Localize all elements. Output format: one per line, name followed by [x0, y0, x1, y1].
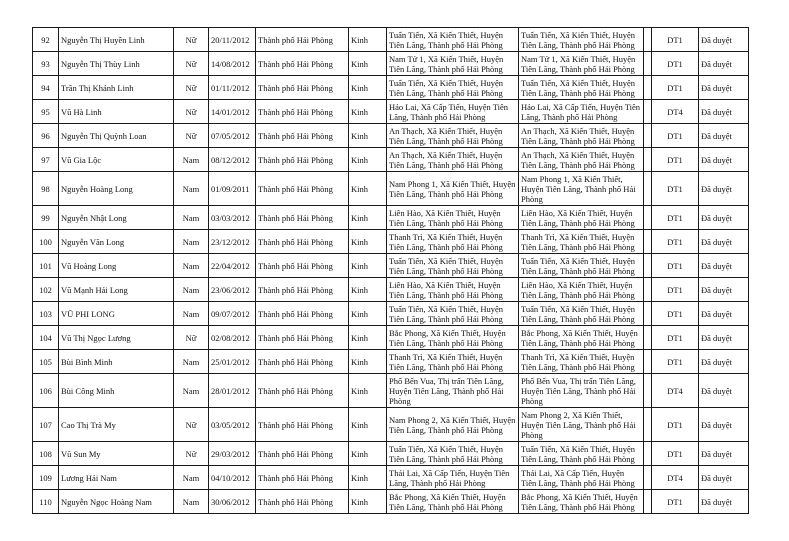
cell-priority-code: DT4 — [652, 466, 699, 490]
cell-approval-status: Đã duyệt — [699, 408, 749, 442]
cell-blank — [644, 28, 652, 52]
cell-birthplace: Thành phố Hải Phòng — [256, 278, 349, 302]
cell-blank — [644, 408, 652, 442]
cell-full-name: Nguyễn Nhật Long — [59, 206, 174, 230]
cell-gender: Nam — [174, 172, 209, 206]
cell-approval-status: Đã duyệt — [699, 374, 749, 408]
cell-address-1: Thái Lai, Xã Cấp Tiến, Huyện Tiên Lãng, Thành phố Hải Phòng — [387, 466, 519, 490]
cell-blank — [644, 254, 652, 278]
cell-birthplace: Thành phố Hải Phòng — [256, 254, 349, 278]
cell-row-number: 105 — [33, 350, 59, 374]
cell-date-of-birth: 04/10/2012 — [209, 466, 256, 490]
cell-birthplace: Thành phố Hải Phòng — [256, 302, 349, 326]
cell-priority-code: DT1 — [652, 302, 699, 326]
cell-full-name: Vũ Mạnh Hải Long — [59, 278, 174, 302]
cell-full-name: Lương Hải Nam — [59, 466, 174, 490]
table-row — [33, 76, 749, 100]
cell-full-name: Vũ Hà Linh — [59, 100, 174, 124]
cell-approval-status: Đã duyệt — [699, 442, 749, 466]
cell-date-of-birth: 14/01/2012 — [209, 100, 256, 124]
table-row — [33, 100, 749, 124]
table-row — [33, 490, 749, 514]
cell-date-of-birth: 25/01/2012 — [209, 350, 256, 374]
cell-full-name: Nguyễn Ngọc Hoàng Nam — [59, 490, 174, 514]
cell-priority-code: DT1 — [652, 172, 699, 206]
cell-row-number: 108 — [33, 442, 59, 466]
cell-priority-code: DT1 — [652, 408, 699, 442]
cell-row-number: 101 — [33, 254, 59, 278]
cell-approval-status: Đã duyệt — [699, 206, 749, 230]
cell-approval-status: Đã duyệt — [699, 278, 749, 302]
cell-gender: Nam — [174, 350, 209, 374]
cell-ethnicity: Kinh — [349, 350, 387, 374]
cell-full-name: Bùi Bình Minh — [59, 350, 174, 374]
cell-address-1: Nam Phong 2, Xã Kiến Thiết, Huyện Tiên Lãng, Thành phố Hải Phòng — [387, 408, 519, 442]
cell-blank — [644, 52, 652, 76]
cell-address-2: Nam Tử 1, Xã Kiến Thiết, Huyện Tiên Lãng, Thành phố Hải Phòng — [519, 52, 644, 76]
cell-full-name: Vũ Sun My — [59, 442, 174, 466]
table-row — [33, 302, 749, 326]
cell-ethnicity: Kinh — [349, 302, 387, 326]
cell-full-name: Vũ Hoàng Long — [59, 254, 174, 278]
cell-birthplace: Thành phố Hải Phòng — [256, 52, 349, 76]
cell-address-1: Bắc Phong, Xã Kiến Thiết, Huyện Tiên Lãng, Thành phố Hải Phòng — [387, 326, 519, 350]
cell-gender: Nam — [174, 230, 209, 254]
cell-address-1: Nam Tử 1, Xã Kiến Thiết, Huyện Tiên Lãng, Thành phố Hải Phòng — [387, 52, 519, 76]
cell-date-of-birth: 02/08/2012 — [209, 326, 256, 350]
cell-approval-status: Đã duyệt — [699, 254, 749, 278]
cell-address-2: Thái Lai, Xã Cấp Tiến, Huyện Tiên Lãng, Thành phố Hải Phòng — [519, 466, 644, 490]
cell-row-number: 96 — [33, 124, 59, 148]
cell-date-of-birth: 03/05/2012 — [209, 408, 256, 442]
cell-address-2: An Thạch, Xã Kiến Thiết, Huyện Tiên Lãng, Thành phố Hải Phòng — [519, 124, 644, 148]
cell-birthplace: Thành phố Hải Phòng — [256, 148, 349, 172]
cell-row-number: 106 — [33, 374, 59, 408]
cell-address-2: Tuấn Tiến, Xã Kiến Thiết, Huyện Tiên Lãng, Thành phố Hải Phòng — [519, 442, 644, 466]
cell-approval-status: Đã duyệt — [699, 326, 749, 350]
table-row — [33, 28, 749, 52]
cell-address-1: Liên Hào, Xã Kiến Thiết, Huyện Tiên Lãng, Thành phố Hải Phòng — [387, 206, 519, 230]
cell-address-2: Bắc Phong, Xã Kiến Thiết, Huyện Tiên Lãng, Thành phố Hải Phòng — [519, 326, 644, 350]
cell-blank — [644, 278, 652, 302]
cell-priority-code: DT1 — [652, 278, 699, 302]
cell-date-of-birth: 09/07/2012 — [209, 302, 256, 326]
cell-gender: Nữ — [174, 52, 209, 76]
cell-address-1: Hảo Lai, Xã Cấp Tiến, Huyện Tiên Lãng, Thành phố Hải Phòng — [387, 100, 519, 124]
cell-address-1: Tuấn Tiến, Xã Kiến Thiết, Huyện Tiên Lãng, Thành phố Hải Phòng — [387, 302, 519, 326]
table-row — [33, 52, 749, 76]
cell-row-number: 100 — [33, 230, 59, 254]
cell-address-1: Phố Bến Vua, Thị trấn Tiên Lãng, Huyện Tiên Lãng, Thành phố Hải Phòng — [387, 374, 519, 408]
cell-address-1: Tuấn Tiến, Xã Kiến Thiết, Huyện Tiên Lãng, Thành phố Hải Phòng — [387, 76, 519, 100]
cell-priority-code: DT1 — [652, 52, 699, 76]
cell-address-2: Tuấn Tiến, Xã Kiến Thiết, Huyện Tiên Lãng, Thành phố Hải Phòng — [519, 76, 644, 100]
cell-gender: Nam — [174, 278, 209, 302]
cell-priority-code: DT1 — [652, 206, 699, 230]
cell-address-2: Nam Phong 2, Xã Kiến Thiết, Huyện Tiên Lãng, Thành phố Hải Phòng — [519, 408, 644, 442]
cell-row-number: 102 — [33, 278, 59, 302]
cell-address-2: Thanh Trì, Xã Kiến Thiết, Huyện Tiên Lãng, Thành phố Hải Phòng — [519, 230, 644, 254]
cell-ethnicity: Kinh — [349, 408, 387, 442]
cell-ethnicity: Kinh — [349, 100, 387, 124]
cell-address-2: Hảo Lai, Xã Cấp Tiến, Huyện Tiên Lãng, Thành phố Hải Phòng — [519, 100, 644, 124]
cell-full-name: Nguyễn Thị Quỳnh Loan — [59, 124, 174, 148]
cell-birthplace: Thành phố Hải Phòng — [256, 374, 349, 408]
cell-address-2: Thanh Trì, Xã Kiến Thiết, Huyện Tiên Lãng, Thành phố Hải Phòng — [519, 350, 644, 374]
cell-blank — [644, 148, 652, 172]
cell-birthplace: Thành phố Hải Phòng — [256, 172, 349, 206]
cell-row-number: 95 — [33, 100, 59, 124]
cell-birthplace: Thành phố Hải Phòng — [256, 124, 349, 148]
cell-priority-code: DT1 — [652, 28, 699, 52]
cell-blank — [644, 302, 652, 326]
cell-address-2: Nam Phong 1, Xã Kiến Thiết, Huyện Tiên Lãng, Thành phố Hải Phòng — [519, 172, 644, 206]
cell-approval-status: Đã duyệt — [699, 100, 749, 124]
cell-row-number: 94 — [33, 76, 59, 100]
cell-full-name: Nguyễn Văn Long — [59, 230, 174, 254]
cell-blank — [644, 76, 652, 100]
cell-row-number: 104 — [33, 326, 59, 350]
cell-gender: Nam — [174, 148, 209, 172]
table-row — [33, 172, 749, 206]
table-row — [33, 254, 749, 278]
table-row — [33, 278, 749, 302]
cell-full-name: Bùi Công Minh — [59, 374, 174, 408]
cell-address-2: Phố Bến Vua, Thị trấn Tiên Lãng, Huyện Tiên Lãng, Thành phố Hải Phòng — [519, 374, 644, 408]
cell-full-name: VŨ PHI LONG — [59, 302, 174, 326]
cell-date-of-birth: 29/03/2012 — [209, 442, 256, 466]
cell-priority-code: DT1 — [652, 124, 699, 148]
cell-approval-status: Đã duyệt — [699, 490, 749, 514]
cell-address-2: Tuấn Tiến, Xã Kiến Thiết, Huyện Tiên Lãng, Thành phố Hải Phòng — [519, 302, 644, 326]
cell-ethnicity: Kinh — [349, 230, 387, 254]
cell-date-of-birth: 23/12/2012 — [209, 230, 256, 254]
cell-approval-status: Đã duyệt — [699, 172, 749, 206]
table-row — [33, 124, 749, 148]
cell-ethnicity: Kinh — [349, 52, 387, 76]
records-table — [32, 27, 749, 514]
cell-gender: Nam — [174, 374, 209, 408]
table-row — [33, 326, 749, 350]
cell-gender: Nam — [174, 302, 209, 326]
cell-priority-code: DT1 — [652, 326, 699, 350]
cell-approval-status: Đã duyệt — [699, 124, 749, 148]
cell-full-name: Nguyễn Hoàng Long — [59, 172, 174, 206]
cell-gender: Nam — [174, 466, 209, 490]
cell-address-2: An Thạch, Xã Kiến Thiết, Huyện Tiên Lãng, Thành phố Hải Phòng — [519, 148, 644, 172]
cell-date-of-birth: 03/03/2012 — [209, 206, 256, 230]
cell-priority-code: DT1 — [652, 490, 699, 514]
cell-row-number: 97 — [33, 148, 59, 172]
cell-ethnicity: Kinh — [349, 374, 387, 408]
table-row — [33, 230, 749, 254]
cell-blank — [644, 374, 652, 408]
cell-birthplace: Thành phố Hải Phòng — [256, 28, 349, 52]
cell-ethnicity: Kinh — [349, 124, 387, 148]
cell-ethnicity: Kinh — [349, 206, 387, 230]
table-row — [33, 350, 749, 374]
cell-address-2: Tuấn Tiến, Xã Kiến Thiết, Huyện Tiên Lãng, Thành phố Hải Phòng — [519, 254, 644, 278]
cell-birthplace: Thành phố Hải Phòng — [256, 466, 349, 490]
cell-blank — [644, 442, 652, 466]
cell-priority-code: DT1 — [652, 76, 699, 100]
cell-gender: Nữ — [174, 28, 209, 52]
cell-birthplace: Thành phố Hải Phòng — [256, 442, 349, 466]
cell-date-of-birth: 30/06/2012 — [209, 490, 256, 514]
cell-blank — [644, 466, 652, 490]
cell-row-number: 92 — [33, 28, 59, 52]
cell-address-1: Tuấn Tiến, Xã Kiến Thiết, Huyện Tiên Lãng, Thành phố Hải Phòng — [387, 442, 519, 466]
cell-full-name: Nguyễn Thị Huyền Linh — [59, 28, 174, 52]
cell-blank — [644, 124, 652, 148]
cell-birthplace: Thành phố Hải Phòng — [256, 350, 349, 374]
cell-full-name: Nguyễn Thị Thùy Linh — [59, 52, 174, 76]
cell-ethnicity: Kinh — [349, 490, 387, 514]
cell-approval-status: Đã duyệt — [699, 28, 749, 52]
cell-date-of-birth: 22/04/2012 — [209, 254, 256, 278]
cell-approval-status: Đã duyệt — [699, 76, 749, 100]
cell-row-number: 110 — [33, 490, 59, 514]
cell-full-name: Cao Thị Trà My — [59, 408, 174, 442]
cell-ethnicity: Kinh — [349, 28, 387, 52]
cell-ethnicity: Kinh — [349, 442, 387, 466]
cell-priority-code: DT4 — [652, 374, 699, 408]
cell-ethnicity: Kinh — [349, 76, 387, 100]
cell-date-of-birth: 14/08/2012 — [209, 52, 256, 76]
cell-approval-status: Đã duyệt — [699, 148, 749, 172]
cell-row-number: 103 — [33, 302, 59, 326]
cell-gender: Nam — [174, 254, 209, 278]
cell-address-1: Tuấn Tiến, Xã Kiến Thiết, Huyện Tiên Lãng, Thành phố Hải Phòng — [387, 28, 519, 52]
cell-address-1: An Thạch, Xã Kiến Thiết, Huyện Tiên Lãng, Thành phố Hải Phòng — [387, 124, 519, 148]
table-row — [33, 206, 749, 230]
cell-date-of-birth: 01/11/2012 — [209, 76, 256, 100]
cell-blank — [644, 350, 652, 374]
cell-address-1: Thanh Trì, Xã Kiến Thiết, Huyện Tiên Lãng, Thành phố Hải Phòng — [387, 350, 519, 374]
cell-blank — [644, 206, 652, 230]
cell-gender: Nữ — [174, 442, 209, 466]
cell-gender: Nam — [174, 206, 209, 230]
cell-approval-status: Đã duyệt — [699, 350, 749, 374]
table-row — [33, 442, 749, 466]
cell-approval-status: Đã duyệt — [699, 52, 749, 76]
cell-gender: Nữ — [174, 124, 209, 148]
cell-row-number: 98 — [33, 172, 59, 206]
cell-date-of-birth: 01/09/2011 — [209, 172, 256, 206]
cell-gender: Nữ — [174, 76, 209, 100]
cell-date-of-birth: 08/12/2012 — [209, 148, 256, 172]
cell-row-number: 93 — [33, 52, 59, 76]
cell-address-2: Tuấn Tiến, Xã Kiến Thiết, Huyện Tiên Lãng, Thành phố Hải Phòng — [519, 28, 644, 52]
cell-date-of-birth: 07/05/2012 — [209, 124, 256, 148]
table-row — [33, 148, 749, 172]
cell-birthplace: Thành phố Hải Phòng — [256, 206, 349, 230]
cell-birthplace: Thành phố Hải Phòng — [256, 490, 349, 514]
cell-full-name: Vũ Gia Lộc — [59, 148, 174, 172]
cell-row-number: 109 — [33, 466, 59, 490]
cell-birthplace: Thành phố Hải Phòng — [256, 408, 349, 442]
cell-ethnicity: Kinh — [349, 326, 387, 350]
cell-ethnicity: Kinh — [349, 254, 387, 278]
cell-full-name: Trần Thị Khánh Linh — [59, 76, 174, 100]
cell-blank — [644, 172, 652, 206]
cell-approval-status: Đã duyệt — [699, 466, 749, 490]
table-row — [33, 374, 749, 408]
cell-address-1: An Thạch, Xã Kiến Thiết, Huyện Tiên Lãng, Thành phố Hải Phòng — [387, 148, 519, 172]
cell-gender: Nữ — [174, 326, 209, 350]
cell-gender: Nữ — [174, 100, 209, 124]
cell-ethnicity: Kinh — [349, 278, 387, 302]
cell-date-of-birth: 23/06/2012 — [209, 278, 256, 302]
cell-address-1: Liên Hào, Xã Kiến Thiết, Huyện Tiên Lãng, Thành phố Hải Phòng — [387, 278, 519, 302]
cell-birthplace: Thành phố Hải Phòng — [256, 76, 349, 100]
cell-priority-code: DT1 — [652, 148, 699, 172]
cell-birthplace: Thành phố Hải Phòng — [256, 100, 349, 124]
cell-gender: Nữ — [174, 408, 209, 442]
cell-address-1: Thanh Trì, Xã Kiến Thiết, Huyện Tiên Lãng, Thành phố Hải Phòng — [387, 230, 519, 254]
cell-address-2: Liên Hào, Xã Kiến Thiết, Huyện Tiên Lãng, Thành phố Hải Phòng — [519, 206, 644, 230]
cell-approval-status: Đã duyệt — [699, 230, 749, 254]
cell-row-number: 99 — [33, 206, 59, 230]
cell-ethnicity: Kinh — [349, 148, 387, 172]
cell-blank — [644, 230, 652, 254]
cell-blank — [644, 326, 652, 350]
table-row — [33, 466, 749, 490]
cell-approval-status: Đã duyệt — [699, 302, 749, 326]
cell-gender: Nam — [174, 490, 209, 514]
cell-blank — [644, 100, 652, 124]
cell-address-2: Bắc Phong, Xã Kiến Thiết, Huyện Tiên Lãng, Thành phố Hải Phòng — [519, 490, 644, 514]
cell-address-1: Nam Phong 1, Xã Kiến Thiết, Huyện Tiên Lãng, Thành phố Hải Phòng — [387, 172, 519, 206]
cell-full-name: Vũ Thị Ngọc Lương — [59, 326, 174, 350]
cell-priority-code: DT1 — [652, 350, 699, 374]
cell-priority-code: DT1 — [652, 254, 699, 278]
cell-birthplace: Thành phố Hải Phòng — [256, 326, 349, 350]
table-body — [33, 28, 749, 514]
cell-address-1: Tuấn Tiến, Xã Kiến Thiết, Huyện Tiên Lãng, Thành phố Hải Phòng — [387, 254, 519, 278]
table-row — [33, 408, 749, 442]
cell-ethnicity: Kinh — [349, 172, 387, 206]
cell-birthplace: Thành phố Hải Phòng — [256, 230, 349, 254]
cell-address-2: Liên Hào, Xã Kiến Thiết, Huyện Tiên Lãng, Thành phố Hải Phòng — [519, 278, 644, 302]
cell-date-of-birth: 20/11/2012 — [209, 28, 256, 52]
cell-date-of-birth: 28/01/2012 — [209, 374, 256, 408]
cell-blank — [644, 490, 652, 514]
cell-priority-code: DT4 — [652, 100, 699, 124]
cell-ethnicity: Kinh — [349, 466, 387, 490]
cell-row-number: 107 — [33, 408, 59, 442]
cell-priority-code: DT1 — [652, 230, 699, 254]
cell-address-1: Bắc Phong, Xã Kiến Thiết, Huyện Tiên Lãng, Thành phố Hải Phòng — [387, 490, 519, 514]
cell-priority-code: DT1 — [652, 442, 699, 466]
